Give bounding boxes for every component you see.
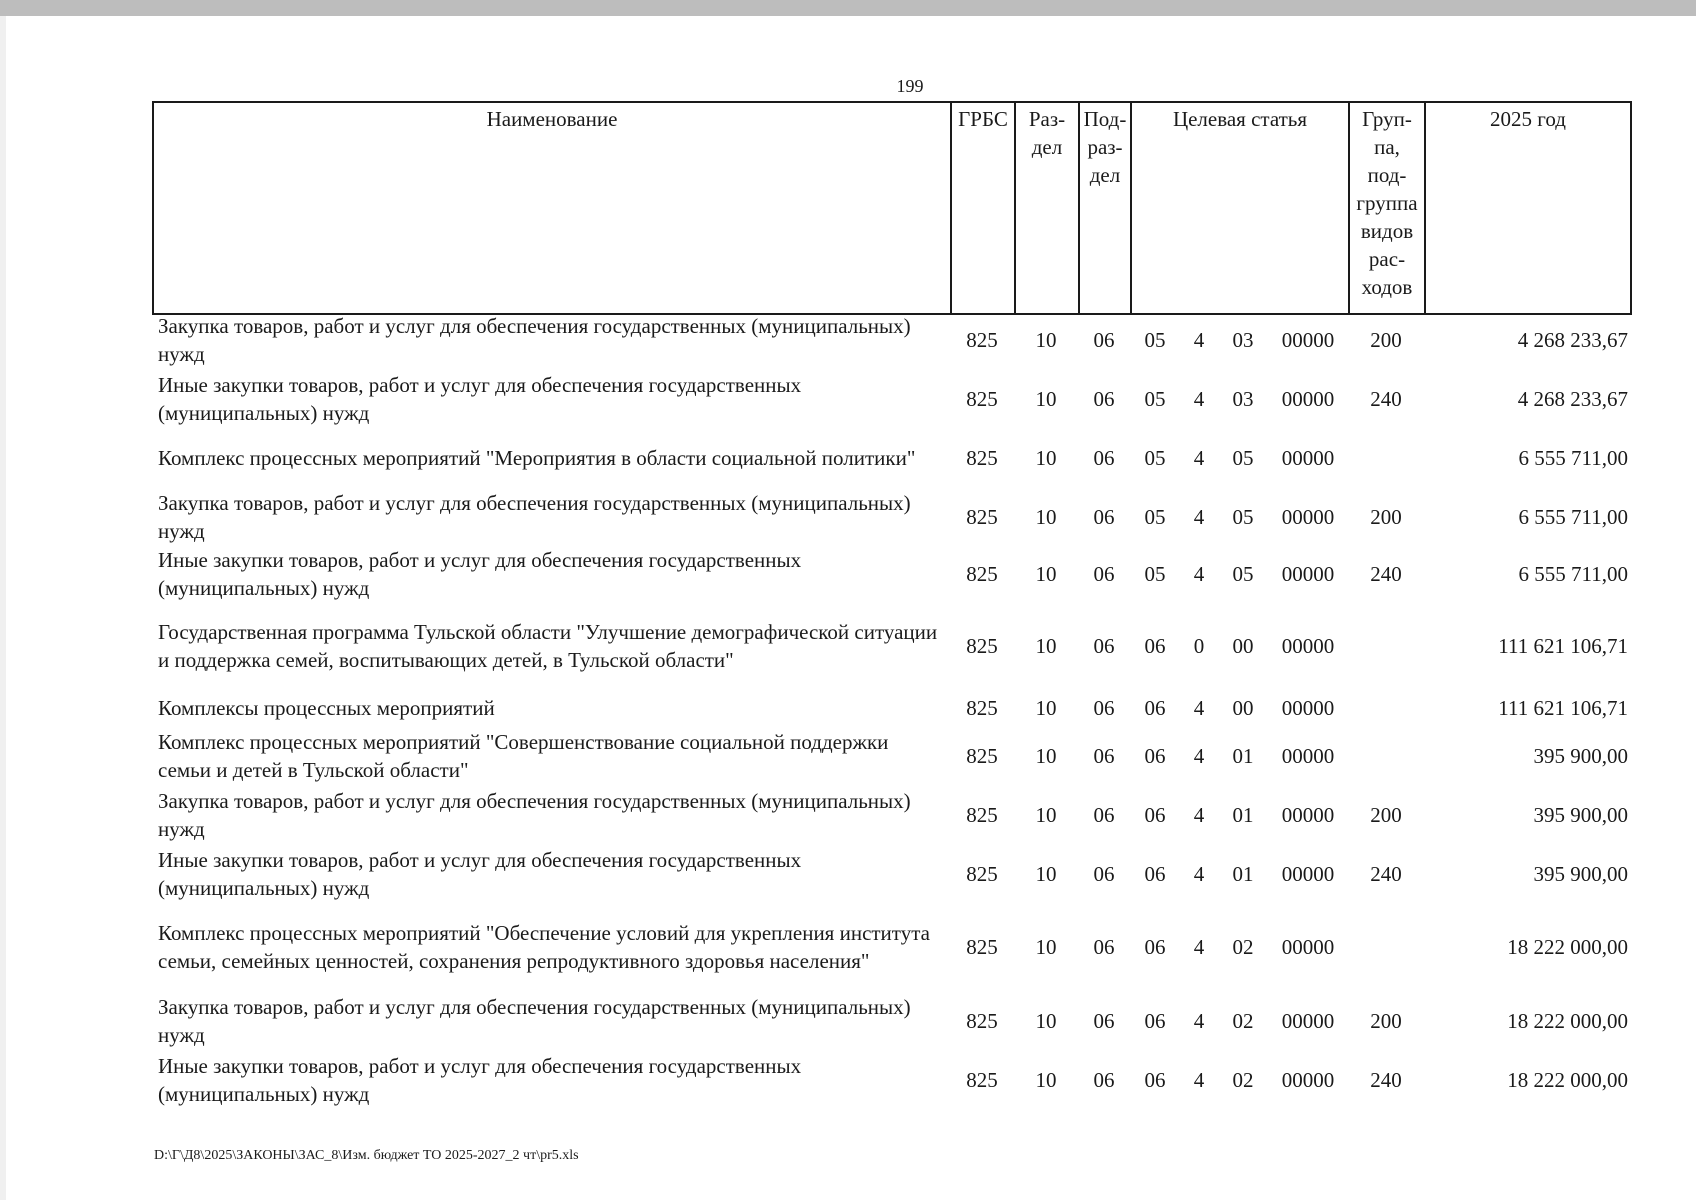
table-row (152, 785, 1630, 844)
cell-razdel: 10 (1035, 861, 1057, 886)
cell-name: Иные закупки товаров, работ и услуг для обеспечения государственных (муниципальных) нужд (158, 372, 802, 425)
cell-amount: 18 222 000,00 (1507, 935, 1628, 959)
cell-name: Закупка товаров, работ и услуг для обеспечения государственных (муниципальных) нужд (158, 313, 911, 366)
cell-target-type: 4 (1193, 445, 1205, 470)
cell-amount: 395 900,00 (1533, 743, 1628, 768)
cell-expense-group: 240 (1370, 562, 1402, 586)
scan-left-edge (0, 16, 6, 1200)
column-header-group-line: рас- (1368, 247, 1406, 271)
cell-target-subprogram: 03 (1232, 327, 1254, 352)
cell-razdel: 10 (1035, 743, 1057, 768)
column-header-razdel (1015, 102, 1079, 314)
column-header-group-line: под- (1367, 163, 1407, 187)
cell-razdel: 10 (1035, 634, 1057, 658)
cell-amount: 4 268 233,67 (1517, 386, 1628, 411)
cell-target-subprogram: 02 (1232, 935, 1254, 959)
cell-grbs: 825 (966, 1067, 998, 1092)
cell-target-subprogram: 05 (1232, 445, 1254, 470)
cell-razdel: 10 (1035, 1067, 1057, 1092)
cell-grbs: 825 (966, 386, 998, 411)
cell-target-program: 06 (1144, 1067, 1166, 1092)
column-header-group-line: па, (1374, 135, 1400, 159)
cell-grbs: 825 (966, 935, 998, 959)
column-header-grbs: ГРБС (951, 102, 1015, 314)
cell-expense-group: 200 (1370, 504, 1402, 529)
cell-target-direction: 00000 (1281, 634, 1335, 658)
cell-target-program: 06 (1144, 1008, 1166, 1033)
cell-target-subprogram: 01 (1232, 861, 1254, 886)
column-header-razdel-line: Раз- (1028, 107, 1066, 131)
cell-razdel: 10 (1035, 802, 1057, 827)
cell-expense-group (1348, 690, 1424, 726)
cell-target-type: 4 (1193, 696, 1205, 720)
cell-podrazdel: 06 (1093, 861, 1115, 886)
cell-target-program: 05 (1144, 445, 1166, 470)
cell-name: Иные закупки товаров, работ и услуг для обеспечения государственных (муниципальных) нужд (158, 1053, 802, 1106)
table-row (152, 428, 1630, 487)
cell-target-type: 4 (1193, 935, 1205, 959)
cell-name: Комплекс процессных мероприятий "Обеспечение условий для укрепления института семьи, семейных ценностей, сохранения репродуктивного здоровья населения" (158, 921, 930, 973)
column-header-target: Целевая статья (1131, 102, 1349, 314)
cell-target-direction: 00000 (1281, 935, 1335, 959)
cell-grbs: 825 (966, 696, 998, 720)
cell-target-direction: 00000 (1281, 327, 1335, 352)
table-row (152, 726, 1630, 785)
cell-target-type: 4 (1193, 504, 1205, 529)
cell-name: Закупка товаров, работ и услуг для обеспечения государственных (муниципальных) нужд (158, 994, 911, 1047)
cell-target-type: 4 (1193, 386, 1205, 411)
cell-target-subprogram: 02 (1232, 1008, 1254, 1033)
cell-target-direction: 00000 (1281, 386, 1335, 411)
cell-amount: 4 268 233,67 (1517, 327, 1628, 352)
column-header-year: 2025 год (1425, 102, 1631, 314)
cell-razdel: 10 (1035, 1008, 1057, 1033)
cell-grbs: 825 (966, 504, 998, 529)
table-row (152, 903, 1630, 991)
cell-target-subprogram: 05 (1232, 504, 1254, 529)
table-row (152, 844, 1630, 903)
cell-target-subprogram: 00 (1232, 634, 1254, 658)
cell-target-program: 05 (1144, 327, 1166, 352)
cell-target-program: 06 (1144, 696, 1166, 720)
cell-expense-group: 240 (1370, 386, 1402, 411)
cell-target-direction: 00000 (1281, 861, 1335, 886)
cell-grbs: 825 (966, 743, 998, 768)
cell-razdel: 10 (1035, 562, 1057, 586)
cell-target-program: 06 (1144, 935, 1166, 959)
table-row (152, 546, 1630, 618)
cell-expense-group (1348, 903, 1424, 991)
cell-podrazdel: 06 (1093, 562, 1115, 586)
cell-expense-group: 200 (1370, 327, 1402, 352)
table-row (152, 618, 1630, 690)
cell-podrazdel: 06 (1093, 696, 1115, 720)
cell-target-type: 4 (1193, 1067, 1205, 1092)
cell-target-program: 06 (1144, 743, 1166, 768)
table-body (152, 310, 1630, 1109)
cell-amount: 111 621 106,71 (1498, 634, 1628, 658)
cell-target-program: 05 (1144, 562, 1166, 586)
cell-name: Комплекс процессных мероприятий "Мероприятия в области социальной политики" (158, 445, 916, 470)
cell-target-subprogram: 02 (1232, 1067, 1254, 1092)
cell-podrazdel: 06 (1093, 386, 1115, 411)
page-number: 199 (896, 76, 924, 96)
cell-target-direction: 00000 (1281, 504, 1335, 529)
cell-target-subprogram: 01 (1232, 743, 1254, 768)
cell-target-direction: 00000 (1281, 802, 1335, 827)
cell-target-subprogram: 03 (1232, 386, 1254, 411)
cell-amount: 6 555 711,00 (1518, 504, 1628, 529)
cell-grbs: 825 (966, 327, 998, 352)
table-row (152, 487, 1630, 546)
cell-name: Закупка товаров, работ и услуг для обеспечения государственных (муниципальных) нужд (158, 490, 911, 543)
cell-amount: 6 555 711,00 (1518, 562, 1628, 586)
cell-expense-group: 200 (1370, 802, 1402, 827)
cell-expense-group (1348, 428, 1424, 487)
cell-razdel: 10 (1035, 327, 1057, 352)
column-header-group (1349, 102, 1425, 314)
cell-podrazdel: 06 (1093, 1067, 1115, 1092)
cell-target-type: 4 (1193, 861, 1205, 886)
column-header-group-line: видов (1360, 219, 1414, 243)
cell-target-program: 05 (1144, 386, 1166, 411)
table-row (152, 310, 1630, 369)
cell-target-direction: 00000 (1281, 562, 1335, 586)
cell-target-type: 4 (1193, 743, 1205, 768)
cell-name: Государственная программа Тульской области "Улучшение демографической ситуации и поддержка семей, воспитывающих детей, в Тульской области" (158, 620, 938, 672)
table-row (152, 690, 1630, 726)
cell-amount: 111 621 106,71 (1498, 696, 1628, 720)
column-header-name: Наименование (153, 102, 951, 314)
cell-podrazdel: 06 (1093, 743, 1115, 768)
cell-target-type: 4 (1193, 562, 1205, 586)
cell-amount: 395 900,00 (1533, 861, 1628, 886)
cell-target-program: 06 (1144, 861, 1166, 886)
cell-expense-group: 240 (1370, 1067, 1402, 1092)
cell-podrazdel: 06 (1093, 327, 1115, 352)
cell-podrazdel: 06 (1093, 634, 1115, 658)
cell-podrazdel: 06 (1093, 935, 1115, 959)
cell-target-subprogram: 01 (1232, 802, 1254, 827)
column-header-group-line: ходов (1361, 275, 1413, 299)
cell-target-program: 05 (1144, 504, 1166, 529)
cell-amount: 395 900,00 (1533, 802, 1628, 827)
column-header-group-line: группа (1356, 191, 1418, 215)
cell-target-direction: 00000 (1281, 696, 1335, 720)
column-header-podrazdel (1079, 102, 1131, 314)
table-row (152, 369, 1630, 428)
column-header-group-line: Груп- (1362, 107, 1412, 131)
cell-target-type: 4 (1193, 802, 1205, 827)
cell-target-type: 4 (1193, 327, 1205, 352)
cell-name: Комплексы процессных мероприятий (158, 696, 495, 720)
cell-target-direction: 00000 (1281, 743, 1335, 768)
cell-grbs: 825 (966, 1008, 998, 1033)
cell-grbs: 825 (966, 445, 998, 470)
table-row (152, 1050, 1630, 1109)
cell-razdel: 10 (1035, 696, 1057, 720)
cell-grbs: 825 (966, 861, 998, 886)
cell-name: Иные закупки товаров, работ и услуг для обеспечения государственных (муниципальных) нужд (158, 548, 802, 600)
scan-top-bar (0, 0, 1696, 16)
column-header-podrazdel-line: раз- (1087, 135, 1123, 159)
cell-target-type: 0 (1193, 634, 1205, 658)
cell-podrazdel: 06 (1093, 504, 1115, 529)
table-rows (152, 310, 1630, 1109)
cell-expense-group: 200 (1370, 1008, 1402, 1033)
cell-razdel: 10 (1035, 935, 1057, 959)
cell-amount: 18 222 000,00 (1507, 1067, 1628, 1092)
cell-target-direction: 00000 (1281, 1067, 1335, 1092)
cell-target-program: 06 (1144, 634, 1166, 658)
cell-razdel: 10 (1035, 386, 1057, 411)
cell-target-direction: 00000 (1281, 445, 1335, 470)
cell-podrazdel: 06 (1093, 445, 1115, 470)
cell-grbs: 825 (966, 802, 998, 827)
cell-name: Иные закупки товаров, работ и услуг для обеспечения государственных (муниципальных) нужд (158, 847, 802, 900)
cell-target-subprogram: 05 (1232, 562, 1254, 586)
cell-podrazdel: 06 (1093, 802, 1115, 827)
cell-expense-group (1348, 618, 1424, 690)
column-header-razdel-line: дел (1031, 135, 1063, 159)
cell-name: Закупка товаров, работ и услуг для обеспечения государственных (муниципальных) нужд (158, 788, 911, 841)
cell-razdel: 10 (1035, 445, 1057, 470)
cell-razdel: 10 (1035, 504, 1057, 529)
cell-grbs: 825 (966, 562, 998, 586)
column-header-podrazdel-line: дел (1089, 163, 1121, 187)
cell-grbs: 825 (966, 634, 998, 658)
cell-amount: 6 555 711,00 (1518, 445, 1628, 470)
table-row (152, 991, 1630, 1050)
cell-target-direction: 00000 (1281, 1008, 1335, 1033)
footer-file-path: D:\Г\Д8\2025\ЗАКОНЫ\ЗАС_8\Изм. бюджет ТО 2025-2027_2 чт\pr5.xls (154, 1148, 579, 1163)
cell-target-subprogram: 00 (1232, 696, 1254, 720)
column-header-podrazdel-line: Под- (1083, 107, 1127, 131)
cell-name: Комплекс процессных мероприятий "Совершенствование социальной поддержки семьи и детей в Тульской области" (158, 729, 889, 782)
cell-expense-group: 240 (1370, 861, 1402, 886)
table-header (152, 101, 1632, 315)
cell-target-type: 4 (1193, 1008, 1205, 1033)
cell-target-program: 06 (1144, 802, 1166, 827)
cell-podrazdel: 06 (1093, 1008, 1115, 1033)
cell-expense-group (1348, 726, 1424, 785)
cell-amount: 18 222 000,00 (1507, 1008, 1628, 1033)
